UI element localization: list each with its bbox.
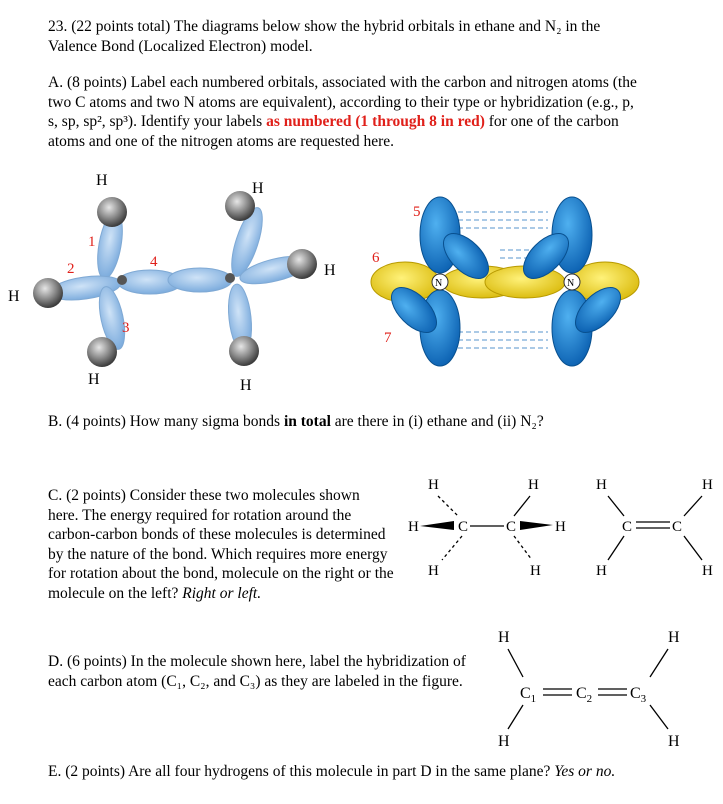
part-a-body: A. (8 points) Label each numbered orbitals, associated with the carbon and nitrogen atoms (the two C atoms and two N atoms are equivalent), according to their type or hybridization (e.g., p, s, sp, sp², sp³). Identify your labels [48, 74, 637, 130]
orbital-number-6: 6 [372, 250, 380, 266]
h-label: H [596, 563, 607, 579]
orbital-number-3: 3 [122, 320, 130, 336]
part-c-answer-hint: Right or left. [182, 584, 262, 602]
part-a-tail: for one of the carbon atoms and one of the nitrogen atoms are requested here. [48, 113, 619, 150]
c-label: C [458, 519, 469, 535]
c-label: C [622, 519, 633, 535]
h-label: H [88, 371, 100, 388]
part-a-highlight: as numbered (1 through 8 in red) [266, 113, 485, 130]
orbital-number-1: 1 [88, 234, 96, 250]
h-label: H [530, 563, 541, 579]
h-label: H [596, 477, 607, 493]
h-label: H [428, 563, 439, 579]
h-label: H [498, 629, 510, 646]
orbital-number-2: 2 [67, 261, 75, 277]
h-label: H [528, 477, 539, 493]
rotation-molecules [400, 472, 723, 584]
part-b-text [48, 412, 648, 432]
carbon-3-label: $C_3$ [630, 685, 647, 705]
h-label: H [668, 733, 680, 750]
question-header: 23. (22 points total) The diagrams below show the hybrid orbitals in ethane and N₂ in the Valence Bond (Localized Electron) model. [48, 18, 601, 55]
carbon-2-label: $C_2$ [576, 685, 593, 705]
orbital-number-7: 7 [384, 330, 392, 346]
h-label: H [498, 733, 510, 750]
orbital-diagram [0, 160, 723, 405]
h-label: H [668, 629, 680, 646]
n2-orbitals [371, 197, 639, 366]
h-label: H [96, 172, 108, 189]
h-label: H [324, 262, 336, 279]
part-e-text [48, 762, 648, 782]
part-b-tail: are there in (i) ethane and (ii) N₂? [330, 413, 544, 430]
part-e-answer-hint: Yes or no. [554, 763, 616, 780]
h-label: H [252, 180, 264, 197]
ethane-orbitals [33, 191, 317, 367]
part-b-body: B. (4 points) How many sigma bonds [48, 413, 284, 430]
c-label: C [506, 519, 517, 535]
allene-structure [490, 625, 723, 750]
h-label: H [702, 477, 713, 493]
part-c-body: C. (2 points) Consider these two molecules shown here. The energy required for rotation around the carbon-carbon bonds of these molecules is determined by the nature of the bond. Which requires more energy for rotation about the bond, molecule on the right or the molecule on the left? [48, 487, 394, 602]
nitrogen-label: N [435, 278, 443, 289]
h-label: H [240, 377, 252, 394]
h-label: H [428, 477, 439, 493]
part-a-text [48, 73, 638, 151]
ethane-structure [408, 477, 566, 579]
orbital-number-5: 5 [413, 204, 421, 220]
part-e-body: E. (2 points) Are all four hydrogens of this molecule in part D in the same plane? [48, 763, 555, 780]
h-label: H [8, 288, 20, 305]
part-d-text: D. (6 points) In the molecule shown here, label the hybridization of each carbon atom (C₁, C₂, and C₃) as they are labeled in the figure. [48, 653, 466, 690]
orbital-number-4: 4 [150, 254, 158, 270]
nitrogen-label: N [567, 278, 575, 289]
c-label: C [672, 519, 683, 535]
carbon-1-label: $C_1$ [520, 685, 537, 705]
h-label: H [702, 563, 713, 579]
h-label: H [408, 519, 419, 535]
part-b-bold: in total [283, 413, 331, 430]
part-c-text [48, 486, 394, 603]
h-label: H [555, 519, 566, 535]
